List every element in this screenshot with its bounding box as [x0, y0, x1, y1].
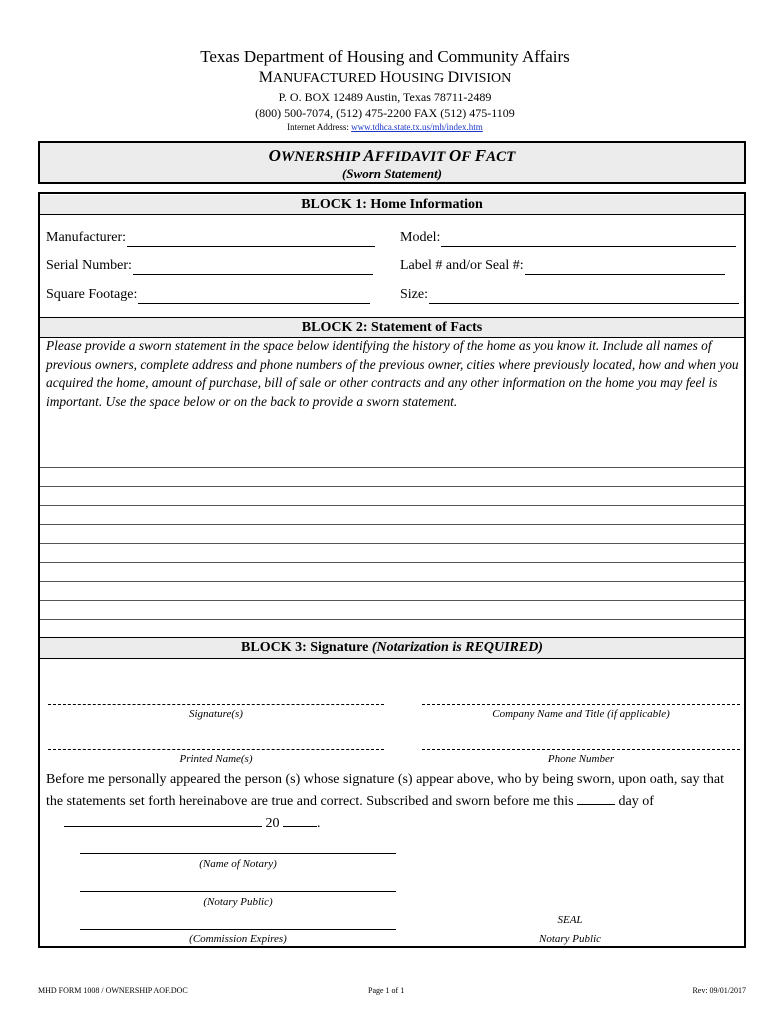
- model-label: Model:: [400, 230, 441, 245]
- block3-header: BLOCK 3: Signature (Notarization is REQUIRED): [40, 637, 744, 659]
- seal-label: SEAL: [557, 914, 583, 926]
- seal-notary-label: Notary Public: [538, 933, 602, 945]
- agency-name: Texas Department of Housing and Community Affairs: [200, 47, 570, 66]
- phone-number-label: Phone Number: [547, 753, 615, 765]
- form-body: [38, 192, 746, 948]
- label-seal-field[interactable]: [400, 257, 725, 275]
- statement-line[interactable]: [40, 467, 744, 468]
- letterhead: [0, 46, 770, 134]
- serial-number-input[interactable]: [133, 260, 373, 275]
- model-field[interactable]: [400, 229, 736, 247]
- manufacturer-field[interactable]: [46, 229, 375, 247]
- form-title-box: [38, 141, 746, 184]
- statement-line[interactable]: [40, 619, 744, 620]
- label-seal-label: Label # and/or Seal #:: [400, 258, 524, 273]
- signature-line[interactable]: [48, 704, 384, 705]
- serial-number-field[interactable]: [46, 257, 373, 275]
- division-name: MANUFACTURED HOUSING DIVISION: [258, 69, 512, 86]
- notary-oath-text: Before me personally appeared the person (s) whose signature (s) appear above, who by being sworn, upon oath, say that the statements set forth hereinabove are true and correct. Subscribed and sworn before me this day of 20 .: [46, 772, 725, 831]
- commission-expires-label: (Commission Expires): [189, 933, 287, 945]
- printed-name-line[interactable]: [48, 749, 384, 750]
- form-id: MHD FORM 1008 / OWNERSHIP AOF.DOC: [38, 986, 188, 995]
- square-footage-label: Square Footage:: [46, 287, 138, 302]
- company-title-label: Company Name and Title (if applicable): [492, 708, 670, 720]
- company-title-line[interactable]: [422, 704, 740, 705]
- block2-header: BLOCK 2: Statement of Facts: [40, 317, 744, 338]
- form-subtitle: (Sworn Statement): [341, 166, 443, 181]
- statement-line[interactable]: [40, 562, 744, 563]
- statement-line[interactable]: [40, 505, 744, 506]
- oath-month-blank[interactable]: [64, 812, 262, 827]
- statement-line[interactable]: [40, 600, 744, 601]
- phone-number-line[interactable]: [422, 749, 740, 750]
- notary-name-label: (Name of Notary): [199, 858, 277, 870]
- commission-expires-line[interactable]: [80, 929, 396, 930]
- statement-line[interactable]: [40, 543, 744, 544]
- model-input[interactable]: [441, 232, 736, 247]
- square-footage-input[interactable]: [138, 289, 370, 304]
- internet-address: Internet Address: www.tdhca.state.tx.us/mh/index.htm: [287, 122, 483, 132]
- notary-name-line[interactable]: [80, 853, 396, 854]
- notary-public-label: (Notary Public): [203, 896, 273, 908]
- website-link[interactable]: www.tdhca.state.tx.us/mh/index.htm: [351, 122, 483, 132]
- mailing-address: P. O. BOX 12489 Austin, Texas 78711-2489: [278, 90, 492, 104]
- phone-numbers: (800) 500-7074, (512) 475-2200 FAX (512) 475-1109: [255, 106, 515, 120]
- statement-instructions: Please provide a sworn statement in the space below identifying the history of the home as you know it. Include all names of previous owners, complete address and phone numbers of the previous owner, cities where previously located, how and when you acquired the home, amount of purchase, bill of sale or other contracts and any other information on the home you may feel is important. Use the space below or on the back to provide a sworn statement.: [46, 338, 739, 409]
- label-seal-input[interactable]: [525, 260, 725, 275]
- signature-label: Signature(s): [189, 708, 243, 720]
- size-field[interactable]: [400, 286, 739, 304]
- form-title: OWNERSHIP AFFIDAVIT OF FACT: [268, 146, 516, 165]
- block1-header: BLOCK 1: Home Information: [40, 195, 744, 215]
- manufacturer-input[interactable]: [127, 232, 375, 247]
- oath-day-blank[interactable]: [577, 790, 615, 805]
- printed-name-label: Printed Name(s): [179, 753, 253, 765]
- statement-line[interactable]: [40, 581, 744, 582]
- statement-line[interactable]: [40, 524, 744, 525]
- revision-date: Rev: 09/01/2017: [692, 986, 746, 995]
- size-label: Size:: [400, 287, 428, 302]
- oath-year-blank[interactable]: [283, 812, 317, 827]
- size-input[interactable]: [429, 289, 739, 304]
- page-number: Page 1 of 1: [368, 986, 405, 995]
- manufacturer-label: Manufacturer:: [46, 230, 127, 245]
- notary-public-line[interactable]: [80, 891, 396, 892]
- statement-line[interactable]: [40, 486, 744, 487]
- square-footage-field[interactable]: [46, 286, 370, 304]
- serial-number-label: Serial Number:: [46, 258, 132, 273]
